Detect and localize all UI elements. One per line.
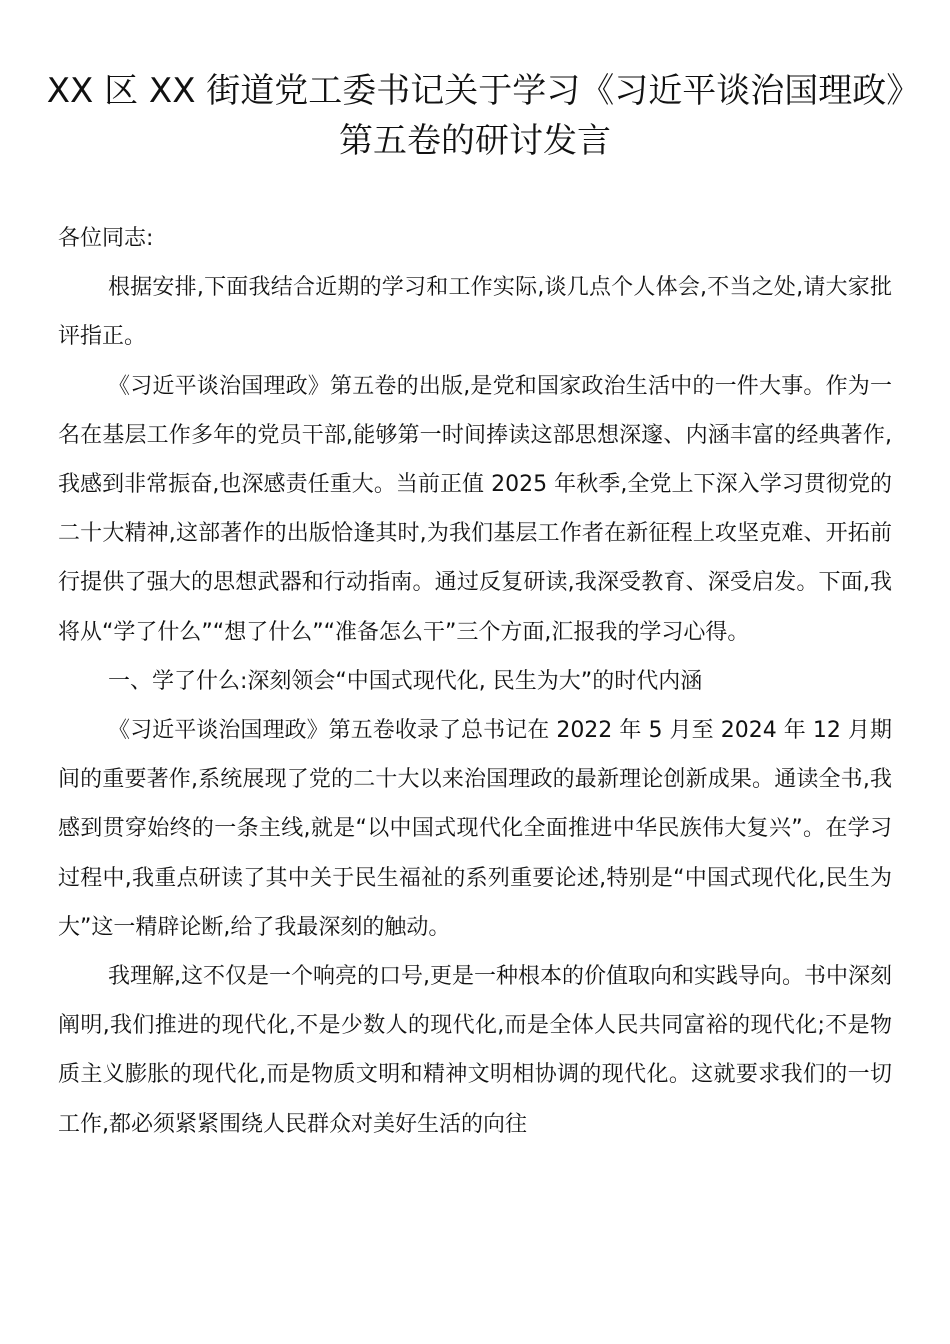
paragraph-background: 《习近平谈治国理政》第五卷的出版,是党和国家政治生活中的一件大事。作为一名在基层工作多年的党员干部,能够第一时间捧读这部思想深邃、内涵丰富的经典著作,我感到非常振奋,也深感责任重大。当前正值 2025 年秋季,全党上下深入学习贯彻党的二十大精神,这部著作的出版恰逢其时,为我们基层工作者在新征程上攻坚克难、开拓前行提供了强大的思想武器和行动指南。通过反复研读,我深受教育、深受启发。下面,我将从“学了什么”“想了什么”“准备怎么干”三个方面,汇报我的学习心得。	[58, 373, 892, 645]
paragraph-section-1-b: 我理解,这不仅是一个响亮的口号,更是一种根本的价值取向和实践导向。书中深刻阐明,我们推进的现代化,不是少数人的现代化,而是全体人民共同富裕的现代化;不是物质主义膨胀的现代化,而是物质文明和精神文明相协调的现代化。这就要求我们的一切工作,都必须紧紧围绕人民群众对美好生活的向往	[58, 964, 892, 1137]
paragraph-section-1-a: 《习近平谈治国理政》第五卷收录了总书记在 2022 年 5 月至 2024 年 12 月期间的重要著作,系统展现了党的二十大以来治国理政的最新理论创新成果。通读全书,我感到贯穿始终的一条主线,就是“以中国式现代化全面推进中华民族伟大复兴”。在学习过程中,我重点研读了其中关于民生福祉的系列重要论述,特别是“中国式现代化,民生为大”这一精辟论断,给了我最深刻的触动。	[58, 718, 892, 940]
section-heading-1: 一、学了什么:深刻领会“中国式现代化, 民生为大”的时代内涵	[108, 668, 703, 694]
salutation: 各位同志:	[58, 226, 154, 251]
document-body	[58, 214, 892, 1149]
paragraph-intro: 根据安排,下面我结合近期的学习和工作实际,谈几点个人体会,不当之处,请大家批评指正。	[58, 275, 892, 350]
document-title: XX 区 XX 街道党工委书记关于学习《习近平谈治国理政》第五卷的研讨发言	[46, 71, 904, 161]
